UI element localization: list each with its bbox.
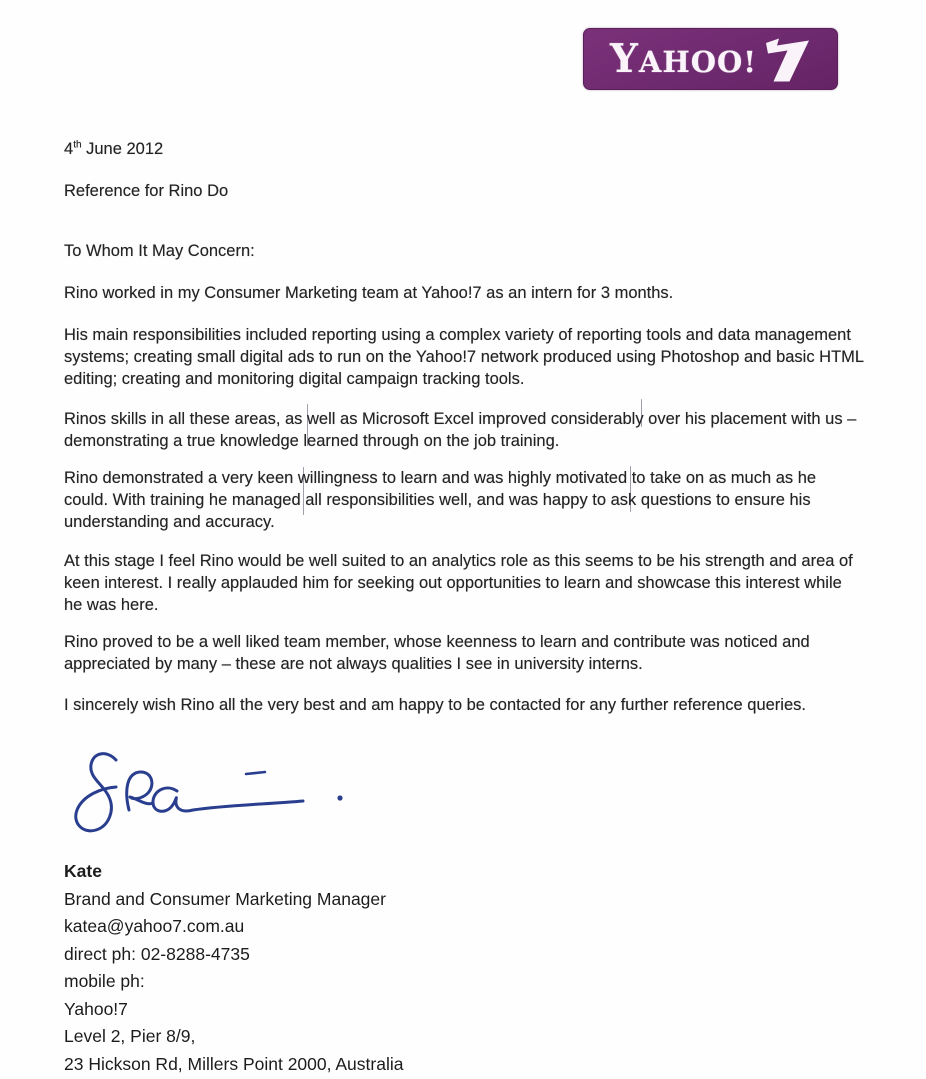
sender-email: katea@yahoo7.com.au [64, 916, 245, 936]
signature-scribble [50, 744, 350, 844]
yahoo7-logo [583, 28, 838, 90]
sender-address-line1: Level 2, Pier 8/9, [64, 1026, 196, 1046]
subject-line: Reference for Rino Do [64, 182, 229, 200]
scan-artifact-line [303, 467, 304, 515]
scan-artifact-line [630, 466, 631, 512]
yahoo-wordmark [610, 35, 757, 82]
sender-direct-phone: direct ph: 02-8288-4735 [64, 943, 250, 964]
date-day: 4 [64, 140, 74, 158]
seven-network-icon [765, 36, 811, 84]
sender-name: Kate [64, 861, 102, 881]
sender-title: Brand and Consumer Marketing Manager [64, 888, 386, 909]
date-rest: June 2012 [81, 140, 164, 158]
paragraph-6: Rino proved to be a well liked team member, whose keenness to learn and contribute was noticed and appreciated by many – these are not always qualities I see in university interns. [64, 633, 810, 673]
scan-artifact-line [641, 399, 642, 427]
paragraph-4: Rino demonstrated a very keen willingness to learn and was highly motivated to take on as much as he could. With training he managed all responsibilities well, and was happy to ask questions to ensure his understanding and accuracy. [64, 469, 817, 531]
sender-address-line2: 23 Hickson Rd, Millers Point 2000, Australia [64, 1053, 404, 1074]
sender-company: Yahoo!7 [64, 998, 128, 1019]
paragraph-3: Rinos skills in all these areas, as well as Microsoft Excel improved considerably over his placement with us – demonstrating a true knowledge learned through on the job training. [64, 410, 857, 450]
signature-block [64, 858, 403, 1078]
paragraph-2: His main responsibilities included reporting using a complex variety of reporting tools and data management systems; creating small digital ads to run on the Yahoo!7 network produced using Photoshop and basic HTML editing; creating and monitoring digital campaign tracking tools. [64, 326, 864, 388]
paragraph-7: I sincerely wish Rino all the very best and am happy to be contacted for any further reference queries. [64, 696, 806, 714]
yahoo-wordmark-rest: AHOO! [638, 44, 757, 79]
paragraph-1: Rino worked in my Consumer Marketing team at Yahoo!7 as an intern for 3 months. [64, 284, 674, 302]
salutation: To Whom It May Concern: [64, 242, 255, 260]
scan-artifact-line [307, 404, 308, 446]
yahoo-wordmark-initial: Y [610, 35, 639, 82]
letter-date [64, 138, 864, 160]
date-ordinal: th [73, 139, 82, 151]
sender-mobile-phone: mobile ph: [64, 971, 145, 991]
paragraph-5: At this stage I feel Rino would be well suited to an analytics role as this seems to be his strength and area of keen interest. I really applauded him for seeking out opportunities to learn and showcase this interest while he was here. [64, 552, 853, 614]
